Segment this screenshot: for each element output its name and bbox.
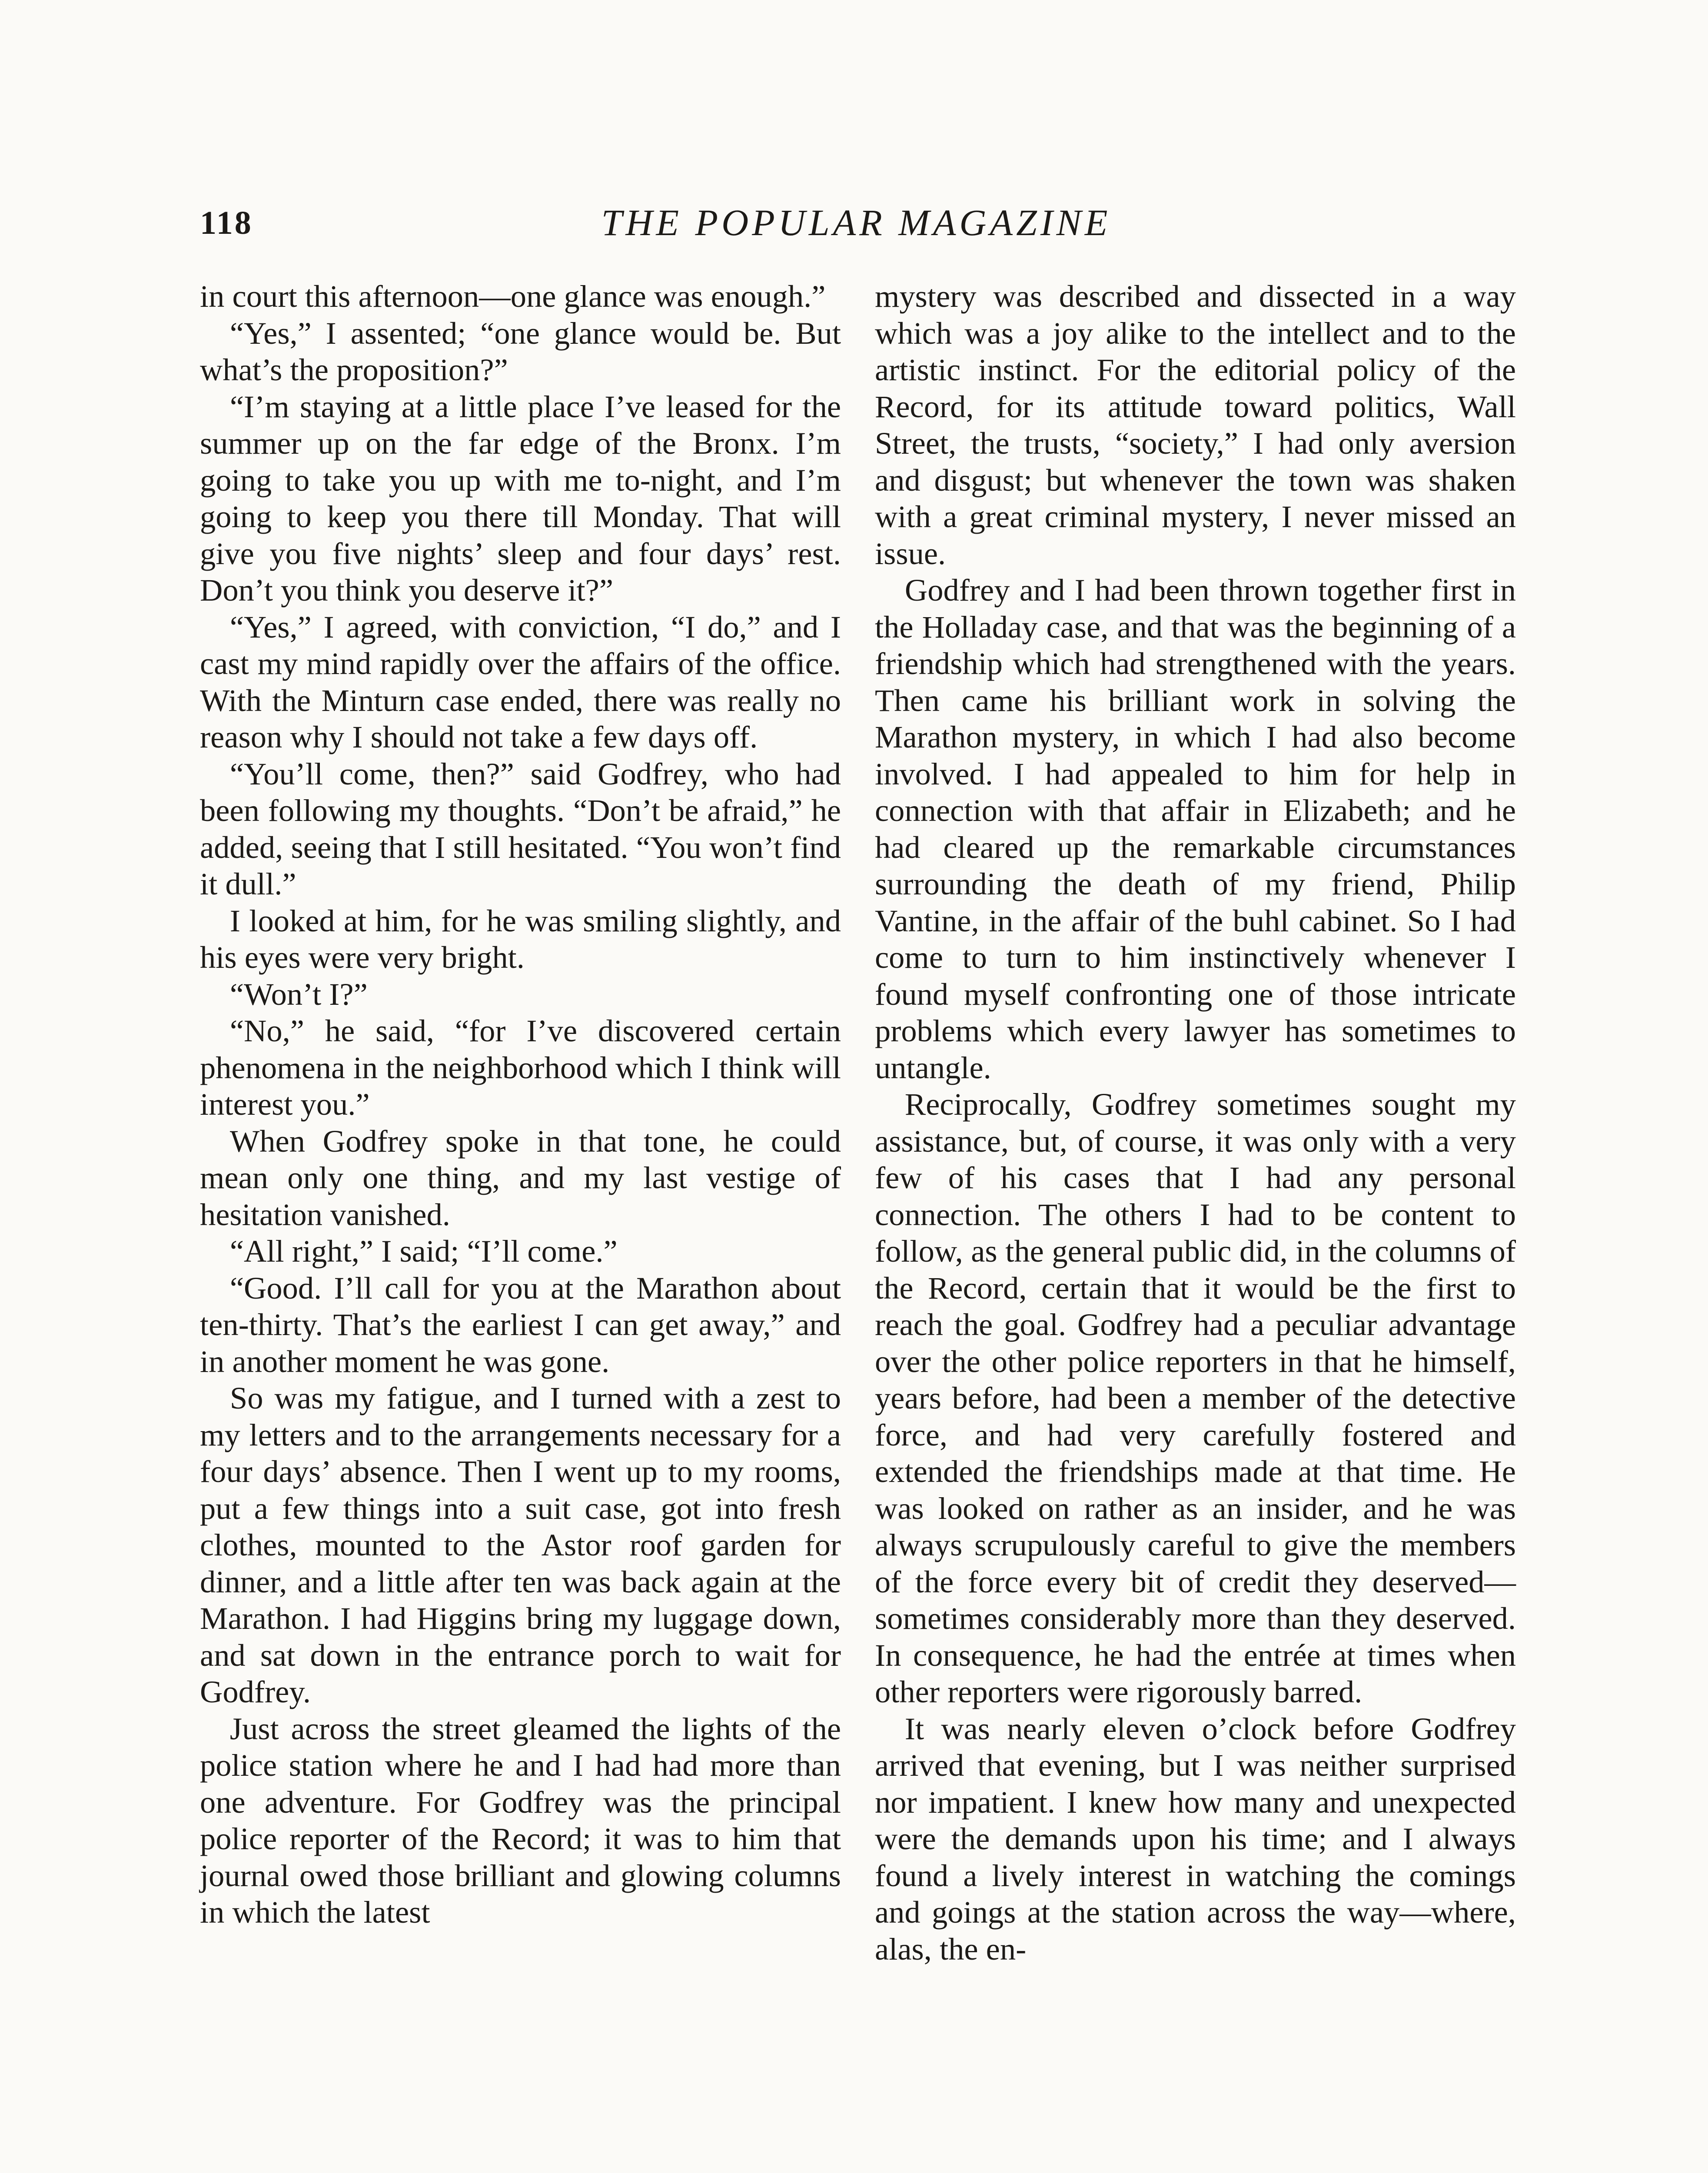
paragraph: mystery was described and dissected in a way which was a joy alike to the intellect and to the artistic instinct. For the editorial policy of the Record, for its attitude toward politics, Wall Street, the trusts, “society,” I had only aversion and disgust; but whenever the town was shaken with a great criminal mystery, I never missed an issue. xyxy=(875,279,1516,571)
paragraph: in court this afternoon—one glance was enough.” xyxy=(200,279,826,314)
paragraph: Reciprocally, Godfrey sometimes sought my assistance, but, of course, it was only with a very few of his cases that I had any personal connection. The others I had to be content to follow, as the general public did, in the columns of the Record, certain that it would be the first to reach the goal. Godfrey had a peculiar advantage over the other police reporters in that he himself, years before, had been a member of the detective force, and had very carefully fostered and extended the friendships made at that time. He was looked on rather as an insider, and he was always scrupulously careful to give the members of the force every bit of credit they deserved—sometimes considerably more than they deserved. In consequence, he had the entrée at times when other reporters were rigorously barred. xyxy=(875,1086,1516,1709)
left-column xyxy=(200,278,841,1931)
paragraph: It was nearly eleven o’clock before Godfrey arrived that evening, but I was neither surprised nor impatient. I knew how many and unexpected were the demands upon his time; and I always found a lively interest in watching the comings and goings at the station across the way—where, alas, the en- xyxy=(875,1711,1516,1967)
page-header xyxy=(200,204,1512,261)
page-number: 118 xyxy=(200,205,253,241)
paragraph: So was my fatigue, and I turned with a zest to my letters and to the arrangements necessary for a four days’ absence. Then I went up to my rooms, put a few things into a suit case, got into fresh clothes, mounted to the Astor roof garden for dinner, and a little after ten was back again at the Marathon. I had Higgins bring my luggage down, and sat down in the entrance porch to wait for Godfrey. xyxy=(200,1380,841,1709)
paragraph: “Good. I’ll call for you at the Marathon about ten-thirty. That’s the earliest I can get away,” and in another moment he was gone. xyxy=(200,1270,841,1379)
paragraph: “I’m staying at a little place I’ve leased for the summer up on the far edge of the Bronx. I’m going to take you up with me to-night, and I’m going to keep you there till Monday. That will give you five nights’ sleep and four days’ rest. Don’t you think you deserve it?” xyxy=(200,389,841,608)
paragraph: I looked at him, for he was smiling slightly, and his eyes were very bright. xyxy=(200,903,841,975)
right-column xyxy=(875,278,1516,1967)
paragraph: Godfrey and I had been thrown together first in the Holladay case, and that was the beginning of a friendship which had strengthened with the years. Then came his brilliant work in solving the Marathon mystery, in which I had also become involved. I had appealed to him for help in connection with that affair in Elizabeth; and he had cleared up the remarkable circumstances surrounding the death of my friend, Philip Vantine, in the affair of the buhl cabinet. So I had come to turn to him instinctively whenever I found myself confronting one of those intricate problems which every lawyer has sometimes to untangle. xyxy=(875,572,1516,1085)
paragraph: “All right,” I said; “I’ll come.” xyxy=(229,1233,618,1269)
paragraph: “Won’t I?” xyxy=(229,976,368,1012)
running-title: THE POPULAR MAGAZINE xyxy=(601,202,1111,243)
paragraph: When Godfrey spoke in that tone, he could mean only one thing, and my last vestige of hesitation vanished. xyxy=(200,1123,841,1232)
paragraph: “Yes,” I assented; “one glance would be. But what’s the proposition?” xyxy=(200,315,841,387)
paragraph: “You’ll come, then?” said Godfrey, who had been following my thoughts. “Don’t be afraid,” he added, seeing that I still hesitated. “You won’t find it dull.” xyxy=(200,756,841,901)
paragraph: “No,” he said, “for I’ve discovered certain phenomena in the neighborhood which I think will interest you.” xyxy=(200,1013,841,1122)
paragraph: “Yes,” I agreed, with conviction, “I do,” and I cast my mind rapidly over the affairs of the office. With the Minturn case ended, there was really no reason why I should not take a few days off. xyxy=(200,609,841,754)
paragraph: Just across the street gleamed the lights of the police station where he and I had had more than one adventure. For Godfrey was the principal police reporter of the Record; it was to him that journal owed those brilliant and glowing columns in which the latest xyxy=(200,1711,841,1930)
